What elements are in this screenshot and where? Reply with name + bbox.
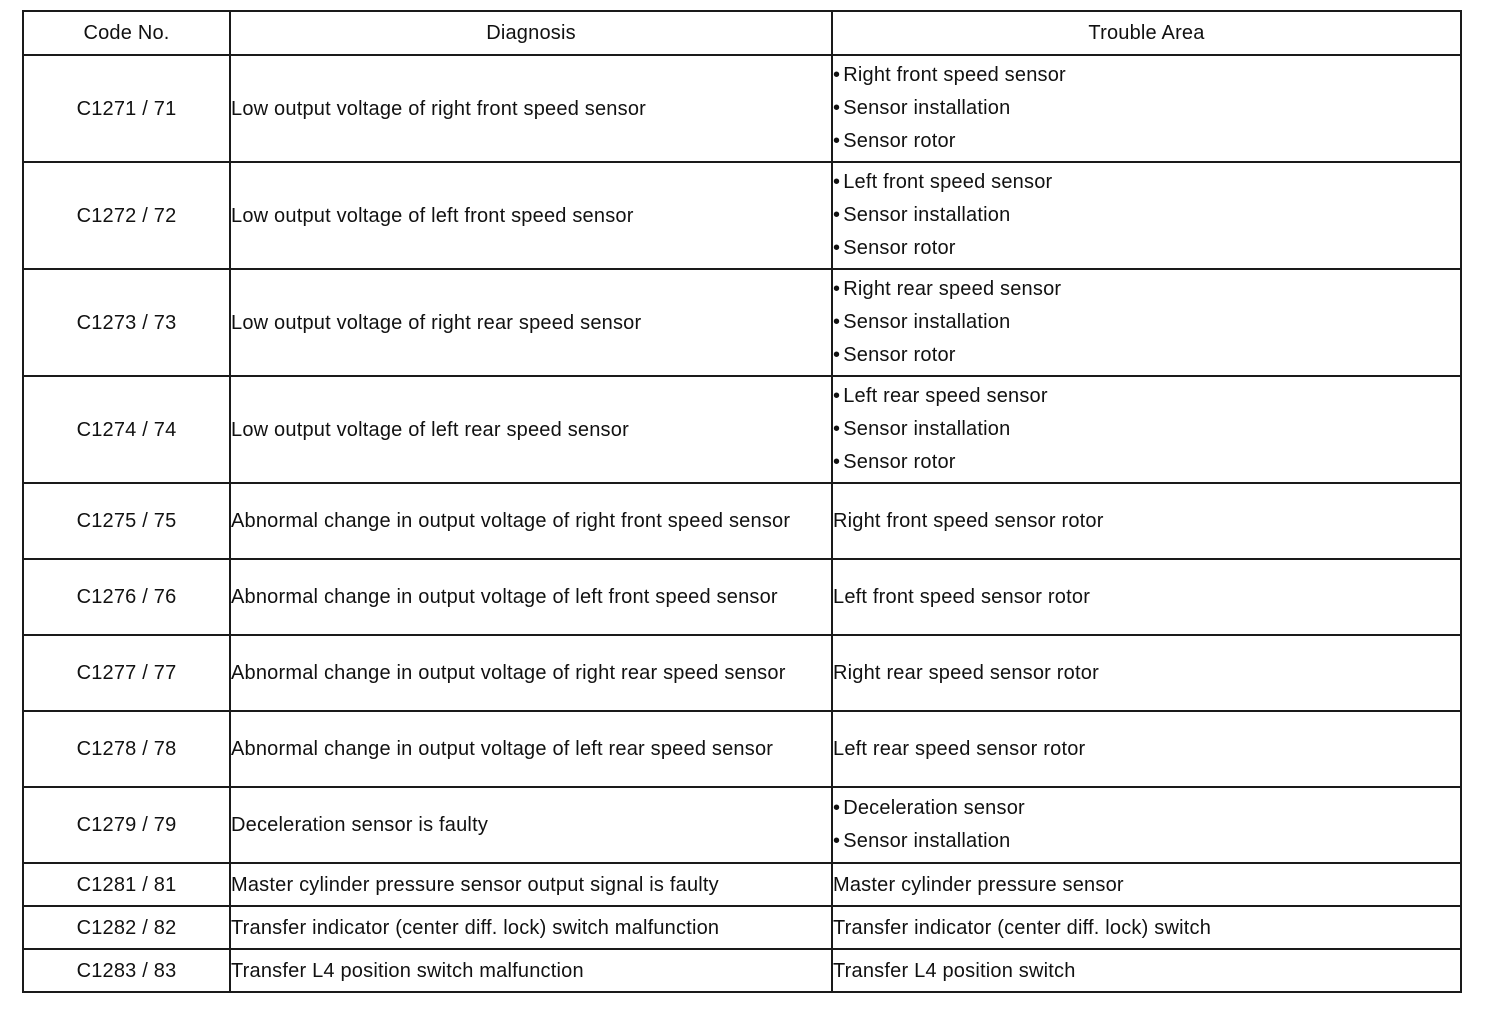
trouble-area-cell (832, 376, 1461, 483)
code-cell: C1278 / 78 (23, 711, 230, 787)
code-cell: C1277 / 77 (23, 635, 230, 711)
trouble-area-cell: Right front speed sensor rotor (832, 483, 1461, 559)
diagnosis-cell: Transfer indicator (center diff. lock) switch malfunction (230, 906, 832, 949)
trouble-area-cell: Right rear speed sensor rotor (832, 635, 1461, 711)
code-cell: C1274 / 74 (23, 376, 230, 483)
trouble-area-item: • Sensor installation (833, 413, 1460, 446)
trouble-area-cell: Master cylinder pressure sensor (832, 863, 1461, 906)
trouble-area-item: • Sensor rotor (833, 125, 1460, 158)
header-trouble-area: Trouble Area (832, 11, 1461, 55)
table-row (23, 863, 1461, 906)
table-row (23, 376, 1461, 483)
diagnosis-cell: Low output voltage of right front speed sensor (230, 55, 832, 162)
diagnosis-cell: Abnormal change in output voltage of left rear speed sensor (230, 711, 832, 787)
trouble-area-item: • Left front speed sensor (833, 166, 1460, 199)
trouble-area-cell (832, 787, 1461, 863)
trouble-area-list (833, 59, 1460, 157)
trouble-area-item: • Sensor rotor (833, 339, 1460, 372)
diagnosis-cell: Deceleration sensor is faulty (230, 787, 832, 863)
header-code: Code No. (23, 11, 230, 55)
trouble-area-list (833, 166, 1460, 264)
trouble-area-list (833, 380, 1460, 478)
table-row (23, 787, 1461, 863)
table-row (23, 906, 1461, 949)
trouble-area-cell: Left front speed sensor rotor (832, 559, 1461, 635)
trouble-area-cell: Transfer indicator (center diff. lock) switch (832, 906, 1461, 949)
code-cell: C1272 / 72 (23, 162, 230, 269)
trouble-area-cell (832, 269, 1461, 376)
trouble-area-cell: Transfer L4 position switch (832, 949, 1461, 992)
header-diagnosis: Diagnosis (230, 11, 832, 55)
code-cell: C1271 / 71 (23, 55, 230, 162)
table-row (23, 269, 1461, 376)
trouble-area-item: • Sensor rotor (833, 446, 1460, 479)
header-row (23, 11, 1461, 55)
diagnosis-cell: Low output voltage of left rear speed sensor (230, 376, 832, 483)
code-cell: C1275 / 75 (23, 483, 230, 559)
trouble-area-list (833, 792, 1460, 857)
code-cell: C1276 / 76 (23, 559, 230, 635)
trouble-area-item: • Sensor installation (833, 825, 1460, 858)
trouble-area-item: • Sensor installation (833, 92, 1460, 125)
trouble-area-cell (832, 162, 1461, 269)
trouble-area-item: • Right front speed sensor (833, 59, 1460, 92)
trouble-area-item: • Left rear speed sensor (833, 380, 1460, 413)
trouble-area-item: • Sensor installation (833, 199, 1460, 232)
table-row (23, 162, 1461, 269)
code-cell: C1282 / 82 (23, 906, 230, 949)
table-row (23, 483, 1461, 559)
diagnostic-trouble-code-table (22, 10, 1462, 993)
diagnosis-cell: Low output voltage of right rear speed sensor (230, 269, 832, 376)
trouble-area-item: • Deceleration sensor (833, 792, 1460, 825)
table-row (23, 559, 1461, 635)
table-row (23, 949, 1461, 992)
code-cell: C1273 / 73 (23, 269, 230, 376)
trouble-area-item: • Right rear speed sensor (833, 273, 1460, 306)
diagnosis-cell: Master cylinder pressure sensor output signal is faulty (230, 863, 832, 906)
diagnosis-cell: Abnormal change in output voltage of right rear speed sensor (230, 635, 832, 711)
trouble-area-cell (832, 55, 1461, 162)
diagnosis-cell: Abnormal change in output voltage of right front speed sensor (230, 483, 832, 559)
trouble-area-list (833, 273, 1460, 371)
table-row (23, 635, 1461, 711)
diagnosis-cell: Low output voltage of left front speed sensor (230, 162, 832, 269)
trouble-area-item: • Sensor rotor (833, 232, 1460, 265)
code-cell: C1279 / 79 (23, 787, 230, 863)
diagnosis-cell: Abnormal change in output voltage of left front speed sensor (230, 559, 832, 635)
code-cell: C1281 / 81 (23, 863, 230, 906)
diagnosis-cell: Transfer L4 position switch malfunction (230, 949, 832, 992)
table-row (23, 711, 1461, 787)
code-cell: C1283 / 83 (23, 949, 230, 992)
trouble-area-item: • Sensor installation (833, 306, 1460, 339)
table-row (23, 55, 1461, 162)
trouble-area-cell: Left rear speed sensor rotor (832, 711, 1461, 787)
